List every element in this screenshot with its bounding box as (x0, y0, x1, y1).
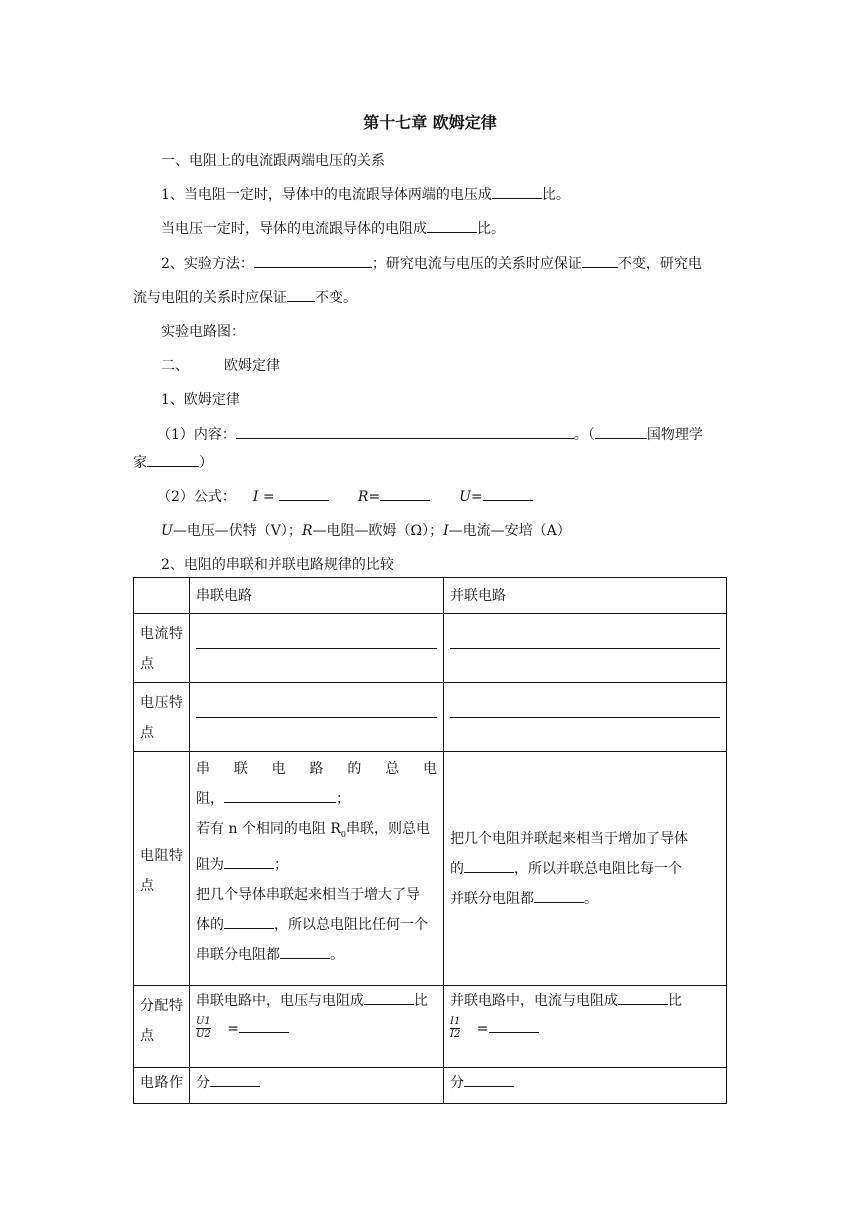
sym-r: R (301, 523, 313, 539)
table-cell[interactable] (190, 614, 444, 683)
formula-i: I (252, 489, 259, 505)
fill-blank[interactable] (254, 253, 372, 268)
text: 把几个导体串联起来相当于增大了导 (196, 886, 420, 903)
table-cell (444, 986, 727, 1068)
fill-blank[interactable] (595, 424, 647, 439)
ratio-line (450, 1016, 720, 1041)
text: 阻， (196, 791, 224, 807)
fill-blank[interactable] (239, 1018, 289, 1033)
fill-blank[interactable] (489, 1018, 539, 1033)
text: 分 (196, 1075, 210, 1091)
row-label-text: 电流特点 (140, 626, 183, 672)
fill-blank[interactable] (364, 990, 414, 1005)
paragraph-5: 1、欧姆定律 (161, 392, 240, 408)
text: 把几个电阻并联起来相当于增加了导体 (450, 830, 688, 847)
table-cell (444, 752, 727, 986)
table-cell[interactable] (190, 683, 444, 752)
text: （1）内容： (157, 427, 236, 443)
fill-line[interactable] (450, 717, 720, 718)
row-label-text: 电压特点 (140, 695, 183, 741)
row-label (134, 683, 190, 752)
paragraph-8: 2、电阻的串联和并联电路规律的比较 (161, 557, 394, 573)
formula-eq: = (262, 489, 275, 505)
fill-blank[interactable] (210, 1072, 260, 1087)
numerator: I1 (450, 1016, 461, 1027)
fill-line[interactable] (196, 717, 437, 718)
sym-i: I (443, 523, 449, 539)
fill-blank[interactable] (279, 486, 329, 501)
paragraph-7 (157, 486, 533, 506)
text: 串联电路的总电 (196, 761, 437, 777)
fill-line[interactable] (196, 648, 437, 649)
text: —电阻—欧姆（Ω）； (312, 523, 444, 539)
table-row (134, 614, 727, 683)
text: 并联分电阻都 (450, 890, 534, 907)
fill-blank[interactable] (147, 452, 199, 467)
ratio-fraction (450, 1016, 460, 1041)
paragraph-1 (161, 184, 570, 204)
paragraph-6-cont (133, 452, 213, 472)
row-label-text: 电阻特点 (140, 848, 183, 894)
text: 比 (668, 993, 682, 1009)
numerator: U1 (196, 1016, 211, 1027)
fill-blank[interactable] (618, 990, 668, 1005)
section-number: 二、 (161, 358, 189, 374)
text: 1、当电阻一定时，导体中的电流跟导体两端的电压成 (161, 187, 492, 203)
equals: = (227, 1020, 239, 1037)
paragraph-4: 实验电路图： (161, 324, 245, 340)
table-cell (134, 578, 190, 614)
text-line (196, 850, 437, 880)
page-title: 第十七章 欧姆定律 (363, 113, 497, 132)
row-label (134, 752, 190, 986)
text: 比 (414, 993, 428, 1009)
text: ； (274, 856, 288, 873)
text: ，所以总电阻比任何一个 (274, 916, 428, 933)
table-row (134, 578, 727, 614)
table-cell (190, 752, 444, 986)
fill-blank[interactable] (280, 944, 330, 959)
table-row (134, 1068, 727, 1104)
fill-blank[interactable] (492, 184, 542, 199)
section-title: 欧姆定律 (224, 358, 280, 374)
denominator: U2 (196, 1029, 211, 1040)
text: 不变。 (315, 290, 357, 306)
text: ，所以并联总电阻比每一个 (514, 860, 682, 877)
denominator: I2 (450, 1029, 461, 1040)
text: 比。 (541, 187, 570, 203)
row-label-text: 电路作 (140, 1075, 183, 1091)
paragraph-3 (161, 253, 702, 273)
fill-blank[interactable] (464, 858, 514, 873)
equals: = (476, 1020, 489, 1037)
table-cell[interactable] (444, 683, 727, 752)
formula-u: U= (459, 489, 483, 505)
text: 家 (133, 455, 147, 471)
paragraph-6 (157, 424, 703, 444)
subscript: 0 (340, 829, 347, 839)
text: 不变，研究电 (617, 256, 702, 272)
ratio-fraction (196, 1016, 211, 1041)
text-line (450, 986, 720, 1016)
table-cell[interactable] (444, 614, 727, 683)
text: 比。 (477, 221, 505, 237)
text: ；研究电流与电压的关系时应保证 (371, 256, 582, 272)
table-row (134, 752, 727, 986)
table-cell (190, 1068, 444, 1104)
text: 。 (330, 946, 344, 963)
text: —电压—伏特（V）； (172, 523, 302, 539)
fill-blank[interactable] (483, 486, 533, 501)
fill-blank[interactable] (427, 218, 477, 233)
fill-line[interactable] (450, 648, 720, 649)
text: 国物理学 (646, 427, 703, 443)
fill-blank[interactable] (534, 888, 584, 903)
fill-blank[interactable] (582, 253, 618, 268)
fill-blank[interactable] (287, 287, 315, 302)
text-line (450, 884, 720, 914)
text-line (196, 784, 437, 814)
table-cell (444, 1068, 727, 1104)
text: ） (199, 455, 213, 471)
paragraph-3-cont (133, 287, 357, 307)
text: 并联电路中，电流与电阻成 (450, 993, 618, 1009)
text: 当电压一定时，导体的电流跟导体的电阻成 (161, 221, 427, 237)
text: 分 (450, 1075, 464, 1091)
text: 的 (450, 860, 464, 877)
text: ； (336, 791, 350, 807)
section-heading-2 (161, 355, 280, 375)
formula-r: R= (357, 489, 381, 505)
fill-blank[interactable] (464, 1072, 514, 1087)
fill-blank[interactable] (224, 914, 274, 929)
units-line (161, 520, 571, 540)
fill-blank[interactable] (224, 788, 336, 803)
ratio-line (196, 1016, 437, 1041)
text: 若有 n 个相同的电阻 R (196, 821, 341, 837)
section-heading-1: 一、电阻上的电流跟两端电压的关系 (161, 153, 385, 169)
row-label (134, 986, 190, 1068)
text: 流与电阻的关系时应保证 (133, 290, 287, 306)
text: 串联，则总电 (346, 821, 431, 837)
text-line (196, 940, 437, 970)
fill-blank[interactable] (236, 424, 574, 439)
text: 体的 (196, 916, 224, 933)
fill-blank[interactable] (380, 486, 430, 501)
paragraph-2 (161, 218, 505, 238)
row-label (134, 1068, 190, 1104)
text-line (450, 854, 720, 884)
header-series: 串联电路 (190, 578, 444, 614)
header-parallel: 并联电路 (444, 578, 727, 614)
fill-blank[interactable] (224, 854, 274, 869)
text: 串联电路中，电压与电阻成 (196, 993, 364, 1009)
text-line (196, 986, 437, 1016)
row-label-text: 分配特点 (140, 998, 183, 1044)
table-row (134, 683, 727, 752)
text: 。（ (573, 427, 595, 443)
text: 2、实验方法： (161, 256, 254, 272)
text-line (196, 814, 437, 850)
text: —电流—安培（A） (448, 523, 571, 539)
row-label (134, 614, 190, 683)
sym-u: U (161, 523, 173, 539)
text: （2）公式： (157, 489, 236, 505)
text: 串联分电阻都 (196, 946, 280, 963)
table-row (134, 986, 727, 1068)
comparison-table (133, 577, 727, 1104)
text: 阻为 (196, 856, 224, 873)
table-cell (190, 986, 444, 1068)
text: 。 (584, 890, 598, 907)
text-line (196, 910, 437, 940)
